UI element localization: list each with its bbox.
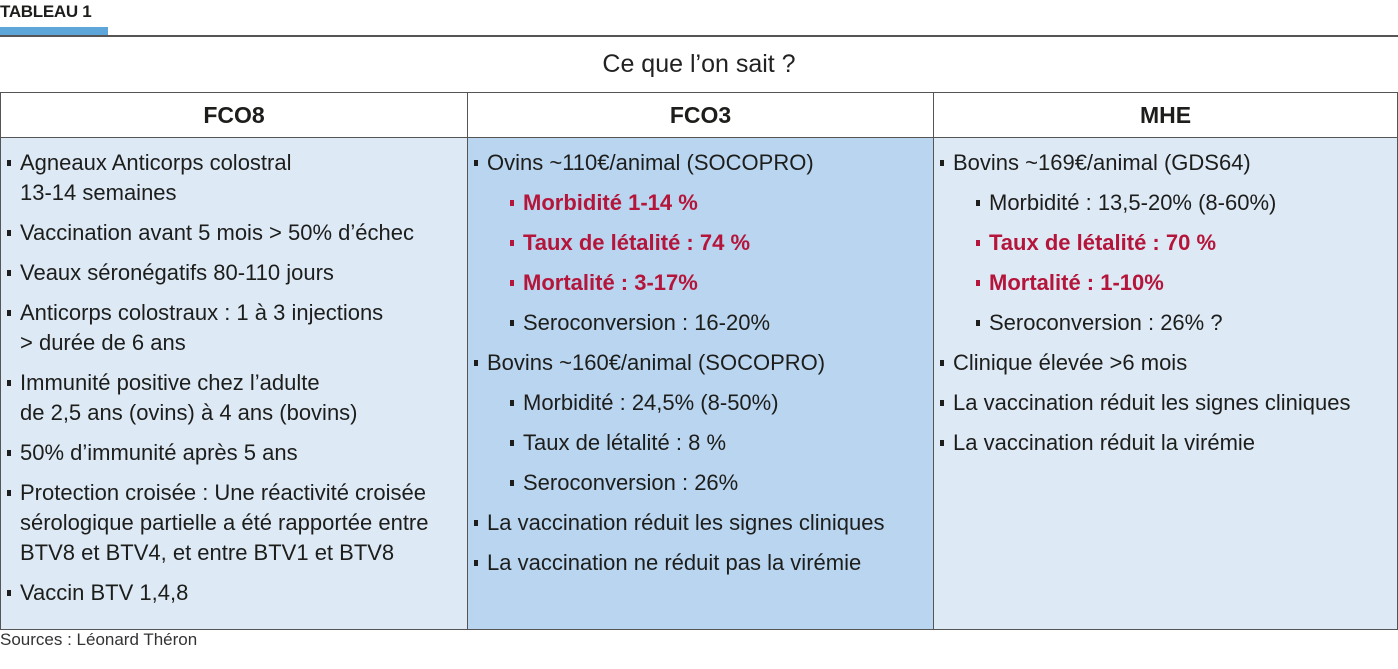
list-item (1, 298, 467, 358)
label-accent-bar (0, 27, 108, 35)
list-item (934, 428, 1397, 458)
list-item-text: Morbidité 1-14 % (523, 190, 698, 215)
bullet-icon (976, 280, 980, 286)
list-item-text: 50% d’immunité après 5 ans (20, 440, 298, 465)
bullet-icon (510, 280, 514, 286)
list-item (468, 508, 933, 538)
list-item-text: Taux de létalité : 8 % (523, 430, 727, 455)
list-item-text: Clinique élevée >6 mois (953, 350, 1188, 375)
bullet-icon (940, 160, 944, 166)
list-item (1, 258, 467, 288)
bullet-icon (7, 590, 11, 596)
sub-list-item (468, 388, 933, 418)
column-header: FCO3 (468, 93, 933, 138)
list-item (1, 438, 467, 468)
list-item (468, 348, 933, 378)
list-item (1, 578, 467, 608)
bullet-icon (474, 520, 478, 526)
list-item-text: Protection croisée : Une réactivité croisée sérologique partielle a été rapportée entre BTV8 et BTV4, et entre BTV1 et BTV8 (20, 480, 429, 565)
list-item-text: La vaccination réduit les signes cliniques (953, 390, 1351, 415)
list-item-text: La vaccination réduit la virémie (953, 430, 1256, 455)
list-item-text: La vaccination réduit les signes cliniques (487, 510, 885, 535)
sub-list-item (468, 188, 933, 218)
list-item-text: Seroconversion : 26% (523, 470, 739, 495)
bullet-icon (7, 310, 11, 316)
bullet-icon (510, 440, 514, 446)
list-item (1, 478, 467, 568)
column-body (934, 138, 1397, 629)
list-item-text: Seroconversion : 16-20% (523, 310, 771, 335)
column-fco8 (1, 93, 467, 629)
bullet-icon (940, 360, 944, 366)
column-fco3 (467, 93, 933, 629)
table-caption: Ce que l’on sait ? (602, 50, 796, 78)
table-label: TABLEAU 1 (0, 2, 92, 21)
bullet-icon (7, 450, 11, 456)
list-item-text: Bovins ~160€/animal (SOCOPRO) (487, 350, 826, 375)
list-item-text: Anticorps colostraux : 1 à 3 injections > durée de 6 ans (20, 300, 384, 355)
bullet-icon (510, 400, 514, 406)
list-item-text: Taux de létalité : 70 % (989, 230, 1217, 255)
list-item (1, 148, 467, 208)
list-item-text: La vaccination ne réduit pas la virémie (487, 550, 862, 575)
list-item (934, 348, 1397, 378)
column-body (468, 138, 933, 629)
list-item-text: Vaccination avant 5 mois > 50% d’échec (20, 220, 414, 245)
list-item-text: Seroconversion : 26% ? (989, 310, 1223, 335)
list-item-text: Mortalité : 1-10% (989, 270, 1164, 295)
top-rule-divider (0, 35, 1398, 37)
bullet-icon (976, 320, 980, 326)
bullet-icon (510, 200, 514, 206)
list-item-text: Taux de létalité : 74 % (523, 230, 751, 255)
list-item (468, 148, 933, 178)
list-item (934, 388, 1397, 418)
bullet-icon (7, 160, 11, 166)
bullet-icon (474, 360, 478, 366)
column-mhe (933, 93, 1397, 629)
bullet-icon (940, 440, 944, 446)
sub-list-item (468, 428, 933, 458)
bullet-icon (474, 560, 478, 566)
bullet-icon (7, 270, 11, 276)
sub-list-item (468, 228, 933, 258)
list-item-text: Ovins ~110€/animal (SOCOPRO) (487, 150, 814, 175)
bullet-icon (976, 200, 980, 206)
list-item-text: Immunité positive chez l’adulte de 2,5 ans (ovins) à 4 ans (bovins) (20, 370, 358, 425)
bullet-icon (474, 160, 478, 166)
sub-list-item (934, 308, 1397, 338)
list-item (1, 218, 467, 248)
bullet-icon (7, 230, 11, 236)
list-item-text: Bovins ~169€/animal (GDS64) (953, 150, 1251, 175)
list-item (934, 148, 1397, 178)
sub-list-item (468, 268, 933, 298)
sub-list-item (934, 188, 1397, 218)
list-item (468, 548, 933, 578)
sub-list-item (934, 268, 1397, 298)
list-item-text: Agneaux Anticorps colostral 13-14 semaines (20, 150, 292, 205)
bullet-icon (7, 380, 11, 386)
sources-note: Sources : Léonard Théron (0, 630, 198, 649)
list-item-text: Morbidité : 13,5-20% (8-60%) (989, 190, 1277, 215)
bullet-icon (7, 490, 11, 496)
sub-list-item (468, 308, 933, 338)
sub-list-item (468, 468, 933, 498)
list-item-text: Mortalité : 3-17% (523, 270, 698, 295)
list-item-text: Vaccin BTV 1,4,8 (20, 580, 189, 605)
bullet-icon (940, 400, 944, 406)
sub-list-item (934, 228, 1397, 258)
column-header: FCO8 (1, 93, 467, 138)
bullet-icon (510, 240, 514, 246)
column-header: MHE (934, 93, 1397, 138)
bullet-icon (510, 480, 514, 486)
bullet-icon (976, 240, 980, 246)
comparison-table (0, 92, 1398, 630)
list-item-text: Morbidité : 24,5% (8-50%) (523, 390, 779, 415)
list-item (1, 368, 467, 428)
list-item-text: Veaux séronégatifs 80-110 jours (20, 260, 334, 285)
bullet-icon (510, 320, 514, 326)
column-body (1, 138, 467, 629)
